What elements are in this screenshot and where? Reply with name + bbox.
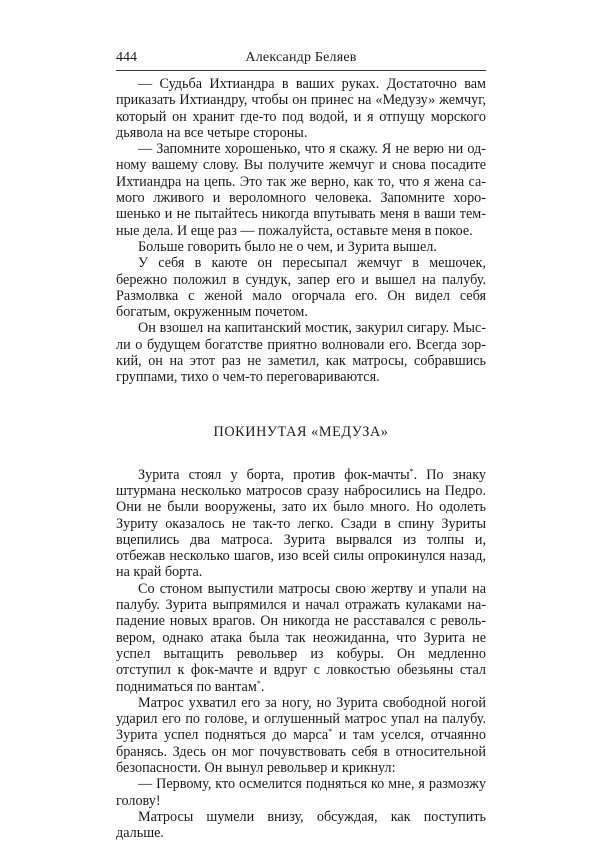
paragraph: — Запомните хорошенько, что я скажу. Я не верю ни одному вашему слову. Вы получите жемчуг и снова посадите Ихтиандра на цепь. Это так же верно, как то, что я жена самого лживого и вероломного человека. Запомните хорошенько и не пытайтесь никогда впутывать меня в ваши темные дела. И еще раз — пожалуйста, оставьте меня в покое. [116,141,486,239]
book-page [116,48,486,841]
paragraph [116,695,486,776]
running-title: Александр Беляев [245,50,357,65]
body-text [116,76,486,841]
paragraph: Больше говорить было не о чем, и Зурита вышел. [138,238,437,255]
paragraph [116,467,486,581]
text-run: . [260,678,265,695]
paragraph: — Судьба Ихтиандра в ваших руках. Достаточно вам приказать Ихтиандру, чтобы он принес на «Медузу» жемчуг, который он хранит где-то под водой, и я отпущу морского дьявола на все четыре стороны. [116,76,486,141]
footnote-marker: * [409,466,414,476]
paragraph: У себя в каюте он пересыпал жемчуг в мешочек, бережно положил в сундук, запер его и вышел на палубу. Размолвка с женой мало огорчала его. Он видел себя богатым, окруженным почетом. [116,255,486,321]
text-run: Матрос ухватил его за ногу, но Зурита свободной ногой ударил его по голове, и оглушенный матрос упал на палубу. Зурита успел подняться до марса [116,694,486,744]
text-run: и там уселся, отчаянно бранясь. Здесь он мог почувствовать себя в относительной безопасности. Он вынул револьвер и крикнул: [116,727,486,776]
paragraph [116,581,486,695]
paragraph: Он взошел на капитанский мостик, закурил сигару. Мысли о будущем богатстве приятно волновали его. Всегда зоркий, он на этот раз не заметил, как матросы, собравшись группами, тихо о чем-то переговариваются. [116,320,486,386]
chapter-title: ПОКИНУТАЯ «МЕДУЗА» [213,423,389,440]
text-run: Зурита стоял у борта, против фок-мачты [138,466,410,483]
paragraph: — Первому, кто осмелится подняться ко мне, я размозжу голову! [116,776,486,809]
footnote-marker: * [328,727,333,737]
footnote-marker: * [256,678,261,688]
paragraph: Матросы шумели внизу, обсуждая, как поступить дальше. [116,808,486,841]
running-header [116,48,486,68]
text-run: Со стоном выпустили матросы свою жертву и упали на палубу. Зурита выпрямился и начал отражать кулаками нападение новых врагов. Он никогда не расставался с револьвером, однако атака была так неожиданна, что Зурита не успел вытащить револьвер из кобуры. Он медленно отступил к фок-мачте и вдруг с ловкостью обезьяны стал подниматься по вантам [116,580,486,695]
header-rule [116,70,486,71]
page-number: 444 [116,50,137,65]
text-run: . По знаку штурмана несколько матросов сразу набросились на Педро. Они не были вооружены, зато их было много. Но одолеть Зуриту оказалось не так-то легко. Сзади в спину Зуриты вцепились два матроса. Зурита вырвался из толпы и, отбежав несколько шагов, изо всей силы опрокинулся назад, на край борта. [116,466,486,581]
